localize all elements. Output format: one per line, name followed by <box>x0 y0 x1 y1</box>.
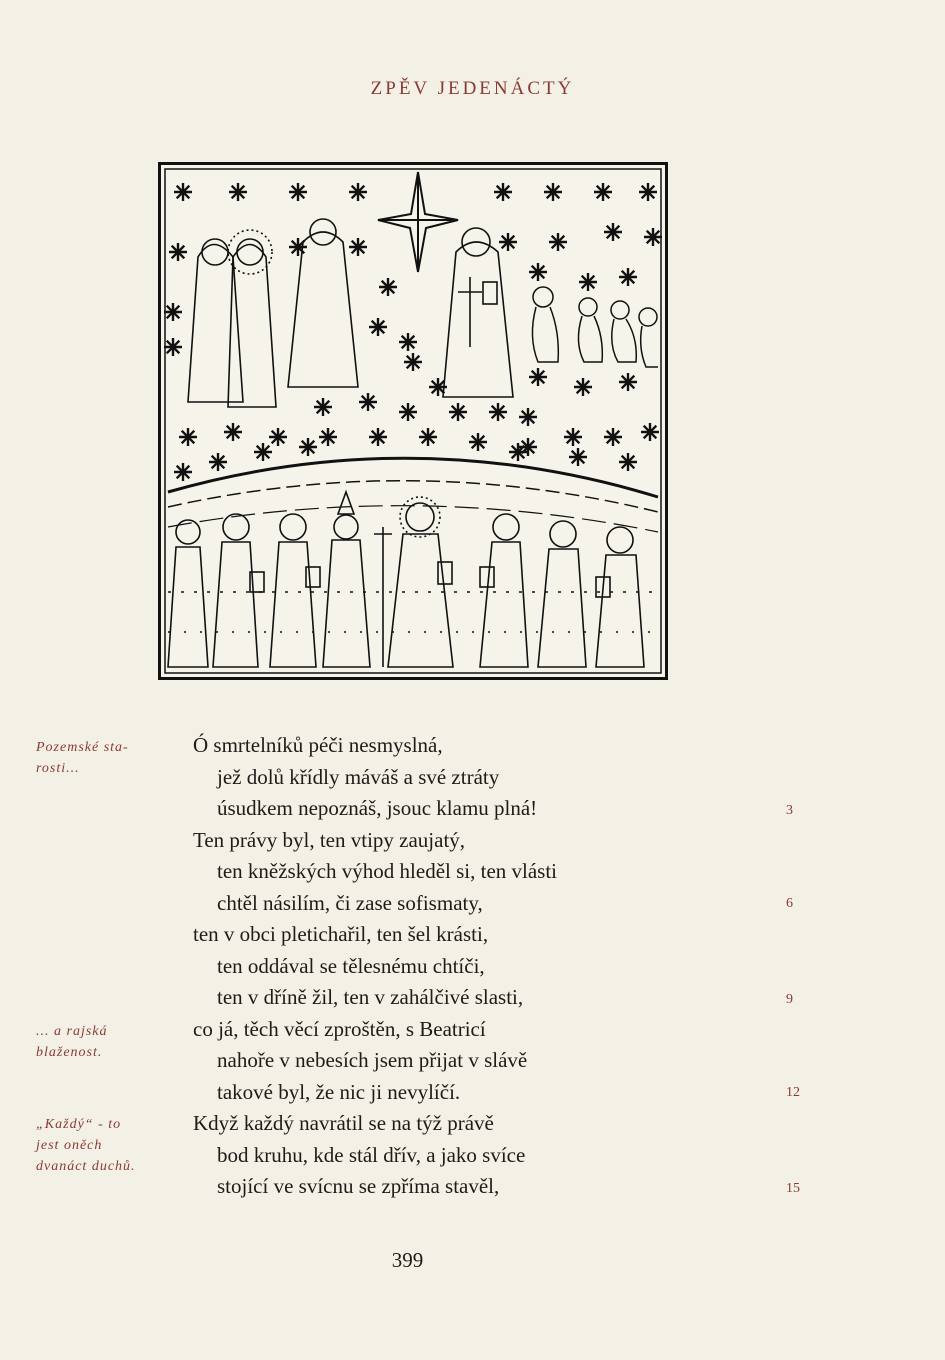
side-note-twelve-spirits: „Každý“ - to jest oněch dvanáct duchů. <box>36 1117 136 1174</box>
page-number: 399 <box>391 1248 424 1272</box>
verse-line: ten v dříně žil, ten v zahálčivé slasti, <box>217 985 524 1009</box>
verse-line: ten oddával se tělesnému chtíči, <box>217 953 485 978</box>
line-number: 6 <box>786 896 793 911</box>
verse-line: stojící ve svícnu se zpříma stavěl, <box>217 1174 500 1198</box>
line-number: 12 <box>786 1085 800 1100</box>
side-note-earthly-cares: Pozemské sta- rosti... <box>36 740 129 776</box>
verse-line: Když každý navrátil se na týž právě <box>193 1111 494 1135</box>
line-number: 3 <box>786 803 793 818</box>
woodcut-heaven-icon <box>158 162 668 680</box>
side-note-heavenly-bliss: ... a rajská blaženost. <box>36 1024 108 1060</box>
verse-line: takové byl, že nic ji nevylíčí. <box>217 1079 461 1104</box>
verse-block <box>193 730 557 1203</box>
verse-line: chtěl násilím, či zase sofismaty, <box>217 890 483 915</box>
verse-line: úsudkem nepoznáš, jsouc klamu plná! <box>217 796 538 820</box>
verse-line: nahoře v nebesích jsem přijat v slávě <box>217 1048 528 1072</box>
verse-line: Ó smrtelníků péči nesmyslná, <box>193 733 443 757</box>
verse-line: jež dolů křídly máváš a své ztráty <box>217 764 500 789</box>
page-title: ZPĚV JEDENÁCTÝ <box>370 78 575 99</box>
verse-line: ten v obci pletichařil, ten šel krásti, <box>193 922 489 946</box>
verse-line: co já, těch věcí zproštěn, s Beatricí <box>193 1016 486 1041</box>
line-number: 15 <box>786 1181 800 1196</box>
verse-line: Ten právy byl, ten vtipy zaujatý, <box>193 827 466 852</box>
line-number: 9 <box>786 992 793 1007</box>
verse-line: ten kněžských výhod hleděl si, ten vlásti <box>217 859 558 883</box>
woodcut-illustration <box>158 162 668 680</box>
verse-line: bod kruhu, kde stál dřív, a jako svíce <box>217 1142 526 1167</box>
